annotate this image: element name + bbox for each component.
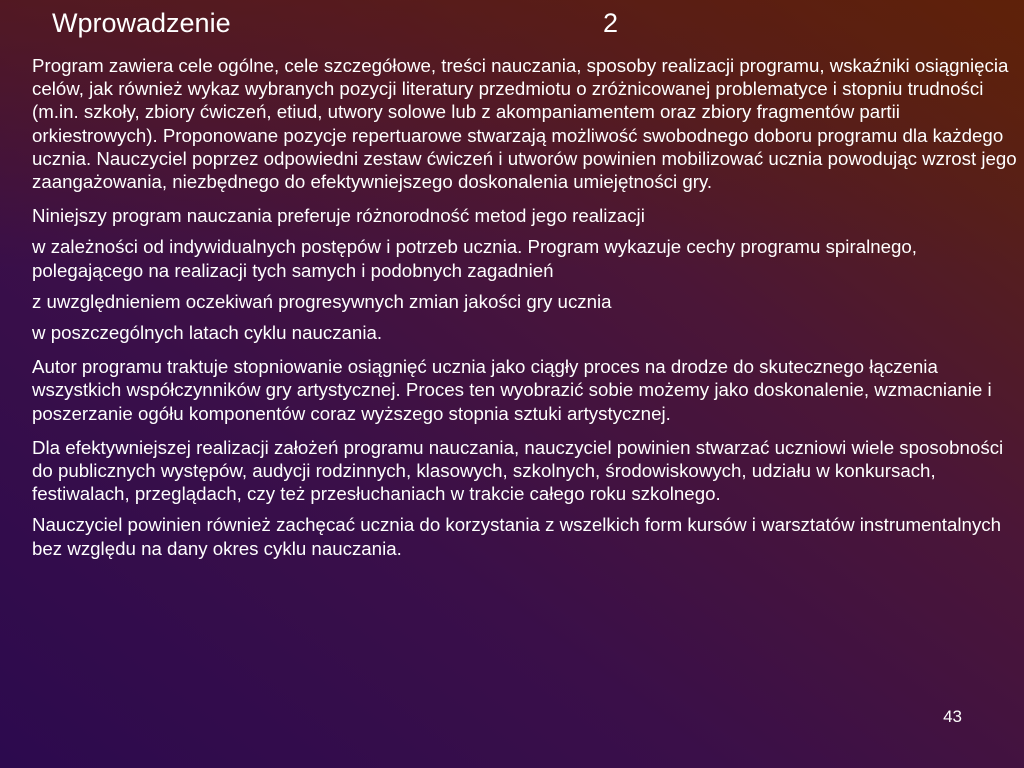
paragraph-workshops: Nauczyciel powinien również zachęcać ucznia do korzystania z wszelkich form kursów i warsztatów instrumentalnych bez względu na dany okres cyklu nauczania. <box>32 514 1002 559</box>
slide-title: Wprowadzenie <box>52 8 231 38</box>
slide-content <box>32 54 1017 560</box>
slide-title-number: 2 <box>603 8 619 38</box>
page-number: 43 <box>943 707 962 726</box>
paragraph-program-contents: Program zawiera cele ogólne, cele szczegółowe, treści nauczania, sposoby realizacji programu, wskaźniki osiągnięcia celów, jak również wykaz wybranych pozycji literatury przedmiotu o zróżnicowanej problematyce i stopniu trudności (m.in. szkoły, zbiory ćwiczeń, etiud, utwory solowe lub z akompaniamentem oraz zbiory fragmentów partii orkiestrowych). Proponowane pozycje repertuarowe stwarzają możliwość swobodnego doboru programu dla każdego ucznia. Nauczyciel poprzez odpowiedni zestaw ćwiczeń i utworów powinien mobilizować ucznia powodując wzrost jego zaangażowania, niezbędnego do efektywniejszego doskonalenia umiejętności gry. <box>32 55 1017 193</box>
paragraph-cycle-years: w poszczególnych latach cyklu nauczania. <box>32 322 383 344</box>
paragraph-spiral-program: w zależności od indywidualnych postępów i potrzeb ucznia. Program wykazuje cechy programu spiralnego, polegającego na realizacji tych samych i podobnych zagadnień <box>32 236 917 281</box>
paragraph-public-performances: Dla efektywniejszej realizacji założeń programu nauczania, nauczyciel powinien stwarzać uczniowi wiele sposobności do publicznych występów, audycji rodzinnych, klasowych, szkolnych, środowiskowych, udziału w konkursach, festiwalach, przeglądach, czy też przesłuchaniach w trakcie całego roku szkolnego. <box>32 436 1004 505</box>
paragraph-achievement-grading: Autor programu traktuje stopniowanie osiągnięć ucznia jako ciągły proces na drodze do skutecznego łączenia wszystkich współczynników gry artystycznej. Proces ten wyobrazić sobie możemy jako doskonalenie, wzmacnianie i poszerzanie ogółu komponentów coraz wyższego stopnia sztuki artystycznej. <box>32 356 992 424</box>
paragraph-progressive-changes: z uwzględnieniem oczekiwań progresywnych zmian jakości gry ucznia <box>32 290 612 312</box>
paragraph-methods: Niniejszy program nauczania preferuje różnorodność metod jego realizacji <box>32 205 645 227</box>
